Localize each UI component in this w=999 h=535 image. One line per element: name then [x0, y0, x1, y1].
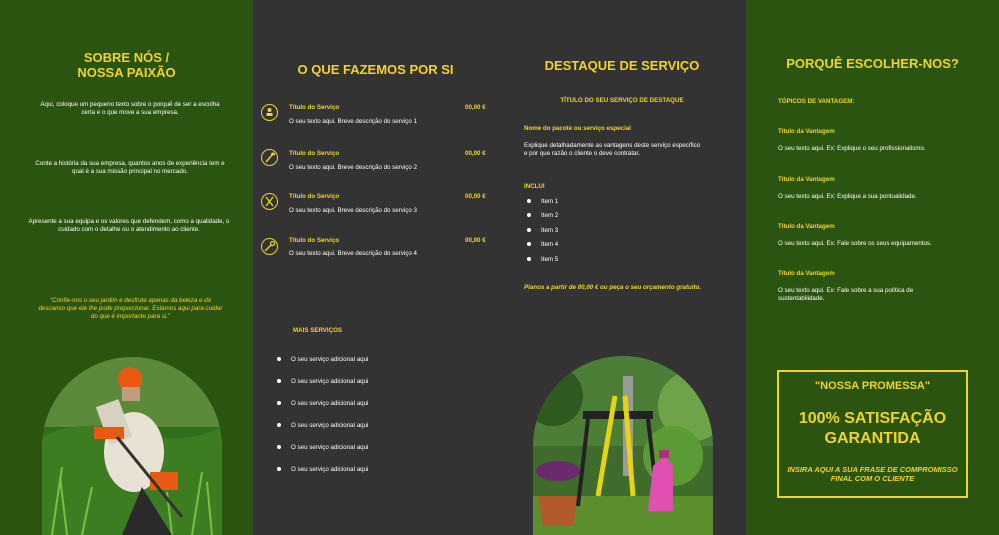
about-title-line2: NOSSA PAIXÃO	[77, 65, 176, 80]
more-service-item-3: O seu serviço adicional aqui	[291, 400, 369, 407]
featured-title: DESTAQUE DE SERVIÇO	[544, 58, 700, 73]
about-paragraph-3: Apresente a sua equipa e os valores que defendem, como a qualidade, o cuidado com o detalhe ou o atendimento ao cliente.	[28, 218, 230, 233]
advantage-title-2: Título da Vantagem	[778, 176, 835, 183]
why-us-panel	[746, 0, 999, 535]
include-item-1: Item 1	[541, 198, 559, 205]
about-title	[0, 50, 253, 80]
bullet	[277, 401, 281, 405]
service-desc-2: O seu texto aqui. Breve descrição do serviço 2	[289, 164, 417, 171]
package-description: Explique detalhadamente as vantagens deste serviço específico e por que razão o cliente o deve contratar.	[524, 142, 701, 157]
include-item-5: Item 5	[541, 256, 559, 263]
more-service-item-6: O seu serviço adicional aqui	[291, 466, 369, 473]
about-paragraph-1: Aqui, coloque um pequeno texto sobre o porquê de ser a escolha certa e o que move a sua empresa.	[40, 101, 220, 116]
featured-panel	[498, 0, 746, 535]
gardener-icon	[261, 104, 278, 121]
advantage-title-4: Título da Vantagem	[778, 270, 835, 277]
more-service-item-4: O seu serviço adicional aqui	[291, 422, 369, 429]
service-title-2: Título do Serviço	[289, 150, 340, 157]
why-us-title: PORQUÊ ESCOLHER-NOS?	[786, 56, 959, 71]
about-quote: "Confie-nos o seu jardim e desfrute apenas da beleza e do descanso que ele lhe pode proporcionar. Estamos aqui para cuidar do que é importante para si."	[38, 297, 223, 320]
service-desc-1: O seu texto aqui. Breve descrição do serviço 1	[289, 118, 417, 125]
advantage-text-2: O seu texto aqui. Ex: Explique a sua pontualidade.	[778, 193, 917, 200]
shears-icon	[261, 193, 278, 210]
bullet	[527, 213, 531, 217]
bullet	[277, 423, 281, 427]
more-service-item-5: O seu serviço adicional aqui	[291, 444, 369, 451]
service-price-4: 00,00 €	[465, 237, 486, 244]
advantage-text-4: O seu texto aqui. Ex: Fale sobre a sua política de sustentabilidade.	[778, 287, 914, 302]
include-item-3: Item 3	[541, 227, 559, 234]
more-service-item-2: O seu serviço adicional aqui	[291, 378, 369, 385]
about-panel	[0, 0, 253, 535]
advantage-title-1: Título da Vantagem	[778, 128, 835, 135]
bullet	[527, 199, 531, 203]
bullet	[527, 228, 531, 232]
service-desc-3: O seu texto aqui. Breve descrição do serviço 3	[289, 207, 417, 214]
advantage-text-3: O seu texto aqui. Ex: Fale sobre os seus equipamentos.	[778, 240, 932, 247]
service-title-3: Título do Serviço	[289, 193, 340, 200]
gardener-photo	[42, 357, 222, 535]
bullet	[277, 379, 281, 383]
promise-commitment: INSIRA AQUI A SUA FRASE DE COMPROMISSO FINAL COM O CLIENTE	[787, 465, 958, 483]
advantage-title-3: Título da Vantagem	[778, 223, 835, 230]
bullet	[277, 467, 281, 471]
topics-label: TÓPICOS DE VANTAGEM:	[778, 98, 855, 105]
include-item-4: Item 4	[541, 241, 559, 248]
includes-label: INCLUI	[524, 183, 545, 190]
service-price-3: 00,00 €	[465, 193, 486, 200]
more-service-item-1: O seu serviço adicional aqui	[291, 356, 369, 363]
bullet	[277, 357, 281, 361]
service-desc-4: O seu texto aqui. Breve descrição do serviço 4	[289, 250, 417, 257]
about-title-line1: SOBRE NÓS /	[83, 50, 170, 65]
garden-tools-photo	[533, 356, 713, 535]
more-services-title: MAIS SERVIÇOS	[293, 327, 343, 334]
promise-title: "NOSSA PROMESSA"	[814, 380, 931, 392]
service-price-2: 00,00 €	[465, 150, 486, 157]
rake-icon	[261, 238, 278, 255]
bullet	[527, 242, 531, 246]
promise-headline	[779, 409, 966, 449]
about-paragraph-2: Conte a história da sua empresa, quantos anos de experiência tem e qual é a sua missão principal no mercado.	[35, 160, 225, 175]
shovel-icon	[261, 149, 278, 166]
promise-headline-line1: 100% SATISFAÇÃO	[798, 410, 947, 427]
featured-subtitle: TÍTULO DO SEU SERVIÇO DE DESTAQUE	[560, 97, 684, 104]
service-price-1: 00,00 €	[465, 104, 486, 111]
include-item-2: Item 2	[541, 212, 559, 219]
service-title-4: Título do Serviço	[289, 237, 340, 244]
advantage-text-1: O seu texto aqui. Ex: Explique o seu profissionalismo.	[778, 145, 926, 152]
promise-box	[777, 370, 968, 498]
bullet	[277, 445, 281, 449]
services-title: O QUE FAZEMOS POR SI	[297, 62, 454, 77]
bullet	[527, 257, 531, 261]
services-panel	[253, 0, 498, 535]
plans-text: Planos a partir de 00,00 € ou peça o seu orçamento gratuito.	[524, 284, 702, 291]
package-name: Nome do pacote ou serviço especial	[524, 125, 631, 132]
service-title-1: Título do Serviço	[289, 104, 340, 111]
promise-headline-line2: GARANTIDA	[824, 430, 921, 447]
